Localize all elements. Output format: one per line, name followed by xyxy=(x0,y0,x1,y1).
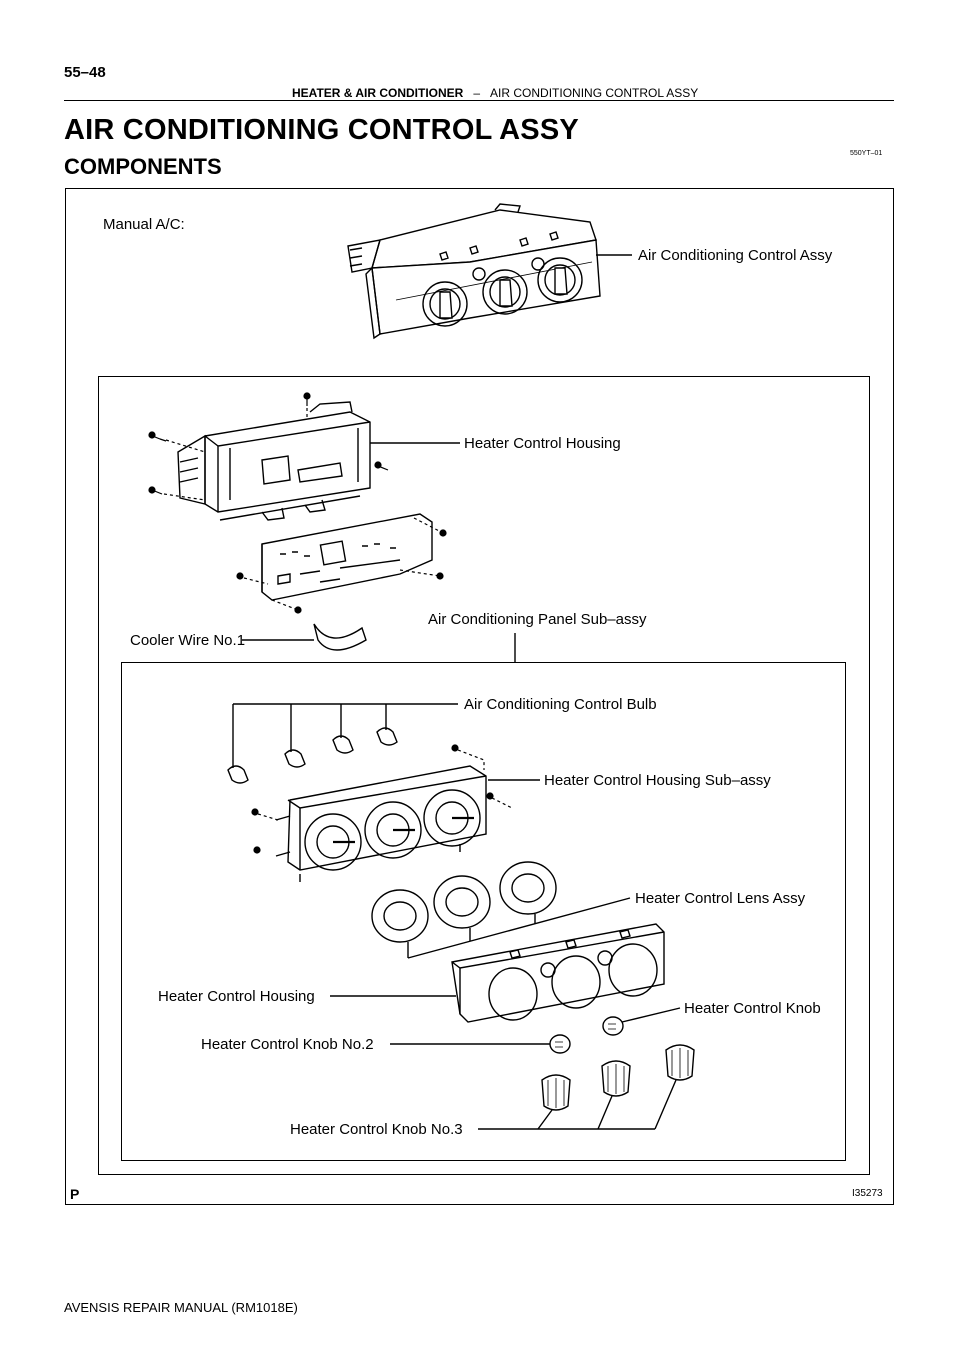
heater-control-knob-illustration xyxy=(603,1017,623,1035)
label-ac-panel-sub-assy: Air Conditioning Panel Sub–assy xyxy=(428,611,647,628)
header-topic: AIR CONDITIONING CONTROL ASSY xyxy=(490,86,699,100)
heater-control-knob-no3-illustration xyxy=(542,1045,694,1110)
header-separator: – xyxy=(473,86,481,100)
leader-ac-control-bulb xyxy=(233,704,458,768)
page-title: AIR CONDITIONING CONTROL ASSY xyxy=(64,114,579,146)
label-heater-control-lens-assy: Heater Control Lens Assy xyxy=(635,890,806,907)
page-number: 55–48 xyxy=(64,64,106,81)
heater-control-knob-no2-illustration xyxy=(550,1035,570,1053)
manual-footer: AVENSIS REPAIR MANUAL (RM1018E) xyxy=(64,1300,298,1315)
figure-corner-mark: P xyxy=(70,1186,80,1202)
leader-heater-control-knob xyxy=(622,1008,680,1022)
heater-control-housing-bottom-illustration xyxy=(452,924,664,1022)
header-section: HEATER & AIR CONDITIONER xyxy=(292,86,464,100)
leader-heater-control-knob-no3 xyxy=(478,1080,676,1129)
heater-control-housing-sub-assy-illustration xyxy=(276,766,486,882)
label-cooler-wire: Cooler Wire No.1 xyxy=(130,632,246,649)
heater-control-lens-assy-illustration xyxy=(372,862,556,942)
ac-control-bulbs-illustration xyxy=(228,728,397,783)
variant-label: Manual A/C: xyxy=(103,216,185,233)
label-heater-control-housing-bottom: Heater Control Housing xyxy=(158,988,315,1005)
document-code: 550YT–01 xyxy=(850,150,883,157)
figure-code: I35273 xyxy=(852,1188,883,1199)
label-heater-control-housing-top: Heater Control Housing xyxy=(464,435,621,452)
label-heater-control-housing-sub-assy: Heater Control Housing Sub–assy xyxy=(544,772,771,789)
label-ac-control-bulb: Air Conditioning Control Bulb xyxy=(464,696,657,713)
label-heater-control-knob-no2: Heater Control Knob No.2 xyxy=(201,1036,374,1053)
ac-panel-sub-assy-illustration xyxy=(262,514,432,600)
ac-control-assy-illustration xyxy=(348,204,600,338)
label-heater-control-knob-no3: Heater Control Knob No.3 xyxy=(290,1121,463,1138)
cooler-wire-illustration xyxy=(314,624,366,650)
section-subtitle: COMPONENTS xyxy=(64,154,222,179)
heater-control-housing-illustration xyxy=(178,402,370,520)
label-heater-control-knob: Heater Control Knob xyxy=(684,1000,821,1017)
label-ac-control-assy: Air Conditioning Control Assy xyxy=(638,247,833,264)
